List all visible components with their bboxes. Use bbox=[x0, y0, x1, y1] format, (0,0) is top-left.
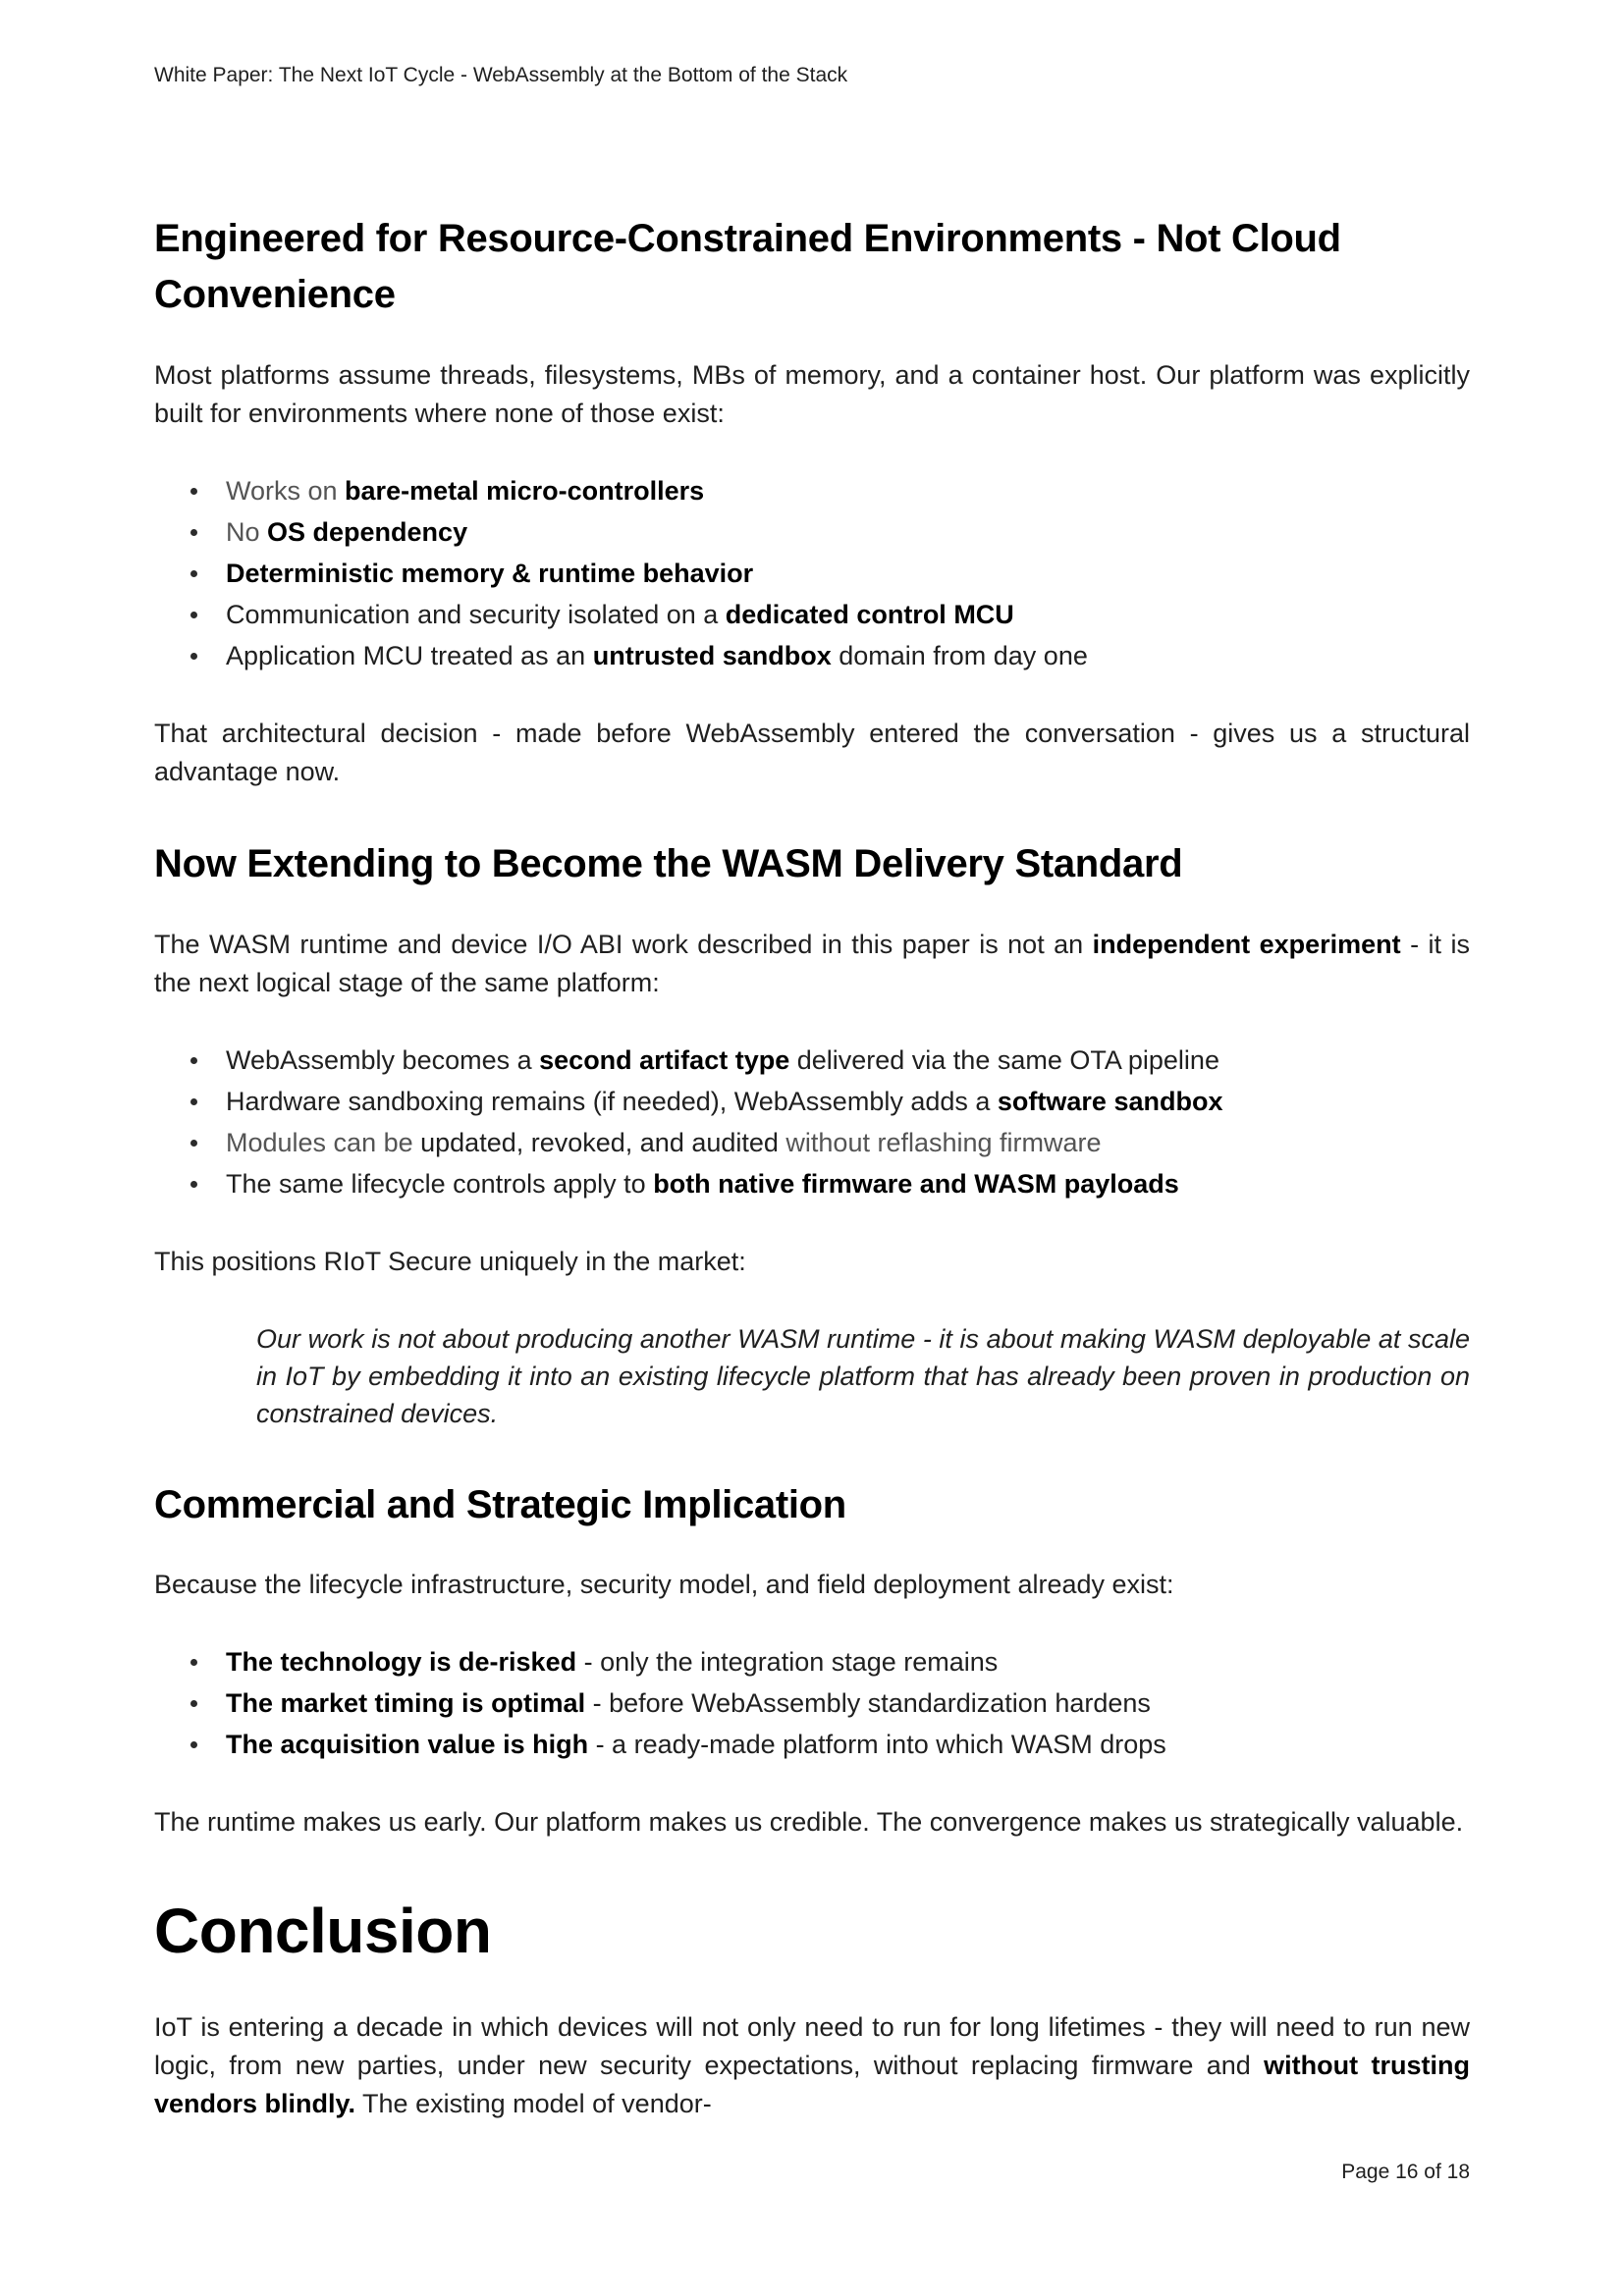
list-item: WebAssembly becomes a second artifact type delivered via the same OTA pipeline bbox=[226, 1041, 1470, 1080]
paragraph-market-positioning: This positions RIoT Secure uniquely in the market: bbox=[154, 1246, 746, 1276]
bullet-list-wasm-delivery bbox=[154, 1041, 1470, 1203]
list-item: The technology is de-risked - only the integration stage remains bbox=[226, 1643, 1470, 1682]
list-item: Works on bare-metal micro-controllers bbox=[226, 472, 1470, 510]
list-item: Application MCU treated as an untrusted sandbox domain from day one bbox=[226, 637, 1470, 675]
section-heading-wasm-delivery: Now Extending to Become the WASM Delivery Standard bbox=[154, 841, 1183, 885]
paragraph-conclusion-body: IoT is entering a decade in which devices will not only need to run for long lifetimes - they will need to run new logic, from new parties, under new security expectations, without replacing firmware and without trusting vendors blindly. The existing model of vendor- bbox=[154, 2012, 1471, 2119]
section-heading-engineered: Engineered for Resource-Constrained Environments - Not Cloud Convenience bbox=[154, 217, 1341, 316]
list-item: The market timing is optimal - before WebAssembly standardization hardens bbox=[226, 1684, 1470, 1723]
paragraph-strategic-value: The runtime makes us early. Our platform makes us credible. The convergence makes us strategically valuable. bbox=[154, 1807, 1464, 1838]
paragraph-architectural-decision: That architectural decision - made before WebAssembly entered the conversation - gives us a structural advantage now. bbox=[154, 718, 1470, 786]
conclusion-heading: Conclusion bbox=[154, 1896, 492, 1967]
list-item: Hardware sandboxing remains (if needed), WebAssembly adds a software sandbox bbox=[226, 1083, 1470, 1121]
list-item: Modules can be updated, revoked, and audited without reflashing firmware bbox=[226, 1124, 1470, 1162]
list-item: No OS dependency bbox=[226, 513, 1470, 552]
document-header: White Paper: The Next IoT Cycle - WebAssembly at the Bottom of the Stack bbox=[154, 64, 848, 86]
bullet-list-commercial bbox=[154, 1643, 1470, 1764]
list-item: Deterministic memory & runtime behavior bbox=[226, 555, 1470, 593]
list-item: Communication and security isolated on a dedicated control MCU bbox=[226, 596, 1470, 634]
page-number: Page 16 of 18 bbox=[1341, 2161, 1470, 2183]
paragraph-wasm-runtime-abi: The WASM runtime and device I/O ABI work described in this paper is not an independent experiment - it is the next logical stage of the same platform: bbox=[154, 929, 1470, 997]
section-heading-commercial: Commercial and Strategic Implication bbox=[154, 1482, 846, 1526]
paragraph-lifecycle-exists: Because the lifecycle infrastructure, security model, and field deployment already exist: bbox=[154, 1570, 1174, 1600]
list-item: The acquisition value is high - a ready-made platform into which WASM drops bbox=[226, 1726, 1470, 1764]
paragraph-platform-assumptions: Most platforms assume threads, filesystems, MBs of memory, and a container host. Our platform was explicitly built for environments where none of those exist: bbox=[154, 359, 1470, 428]
list-item: The same lifecycle controls apply to both native firmware and WASM payloads bbox=[226, 1165, 1470, 1203]
pull-quote-wasm-deployable: Our work is not about producing another WASM runtime - it is about making WASM deployable at scale in IoT by embedding it into an existing lifecycle platform that has already been proven in production on constrained devices. bbox=[256, 1323, 1470, 1428]
bullet-list-platform-constraints bbox=[154, 472, 1470, 675]
